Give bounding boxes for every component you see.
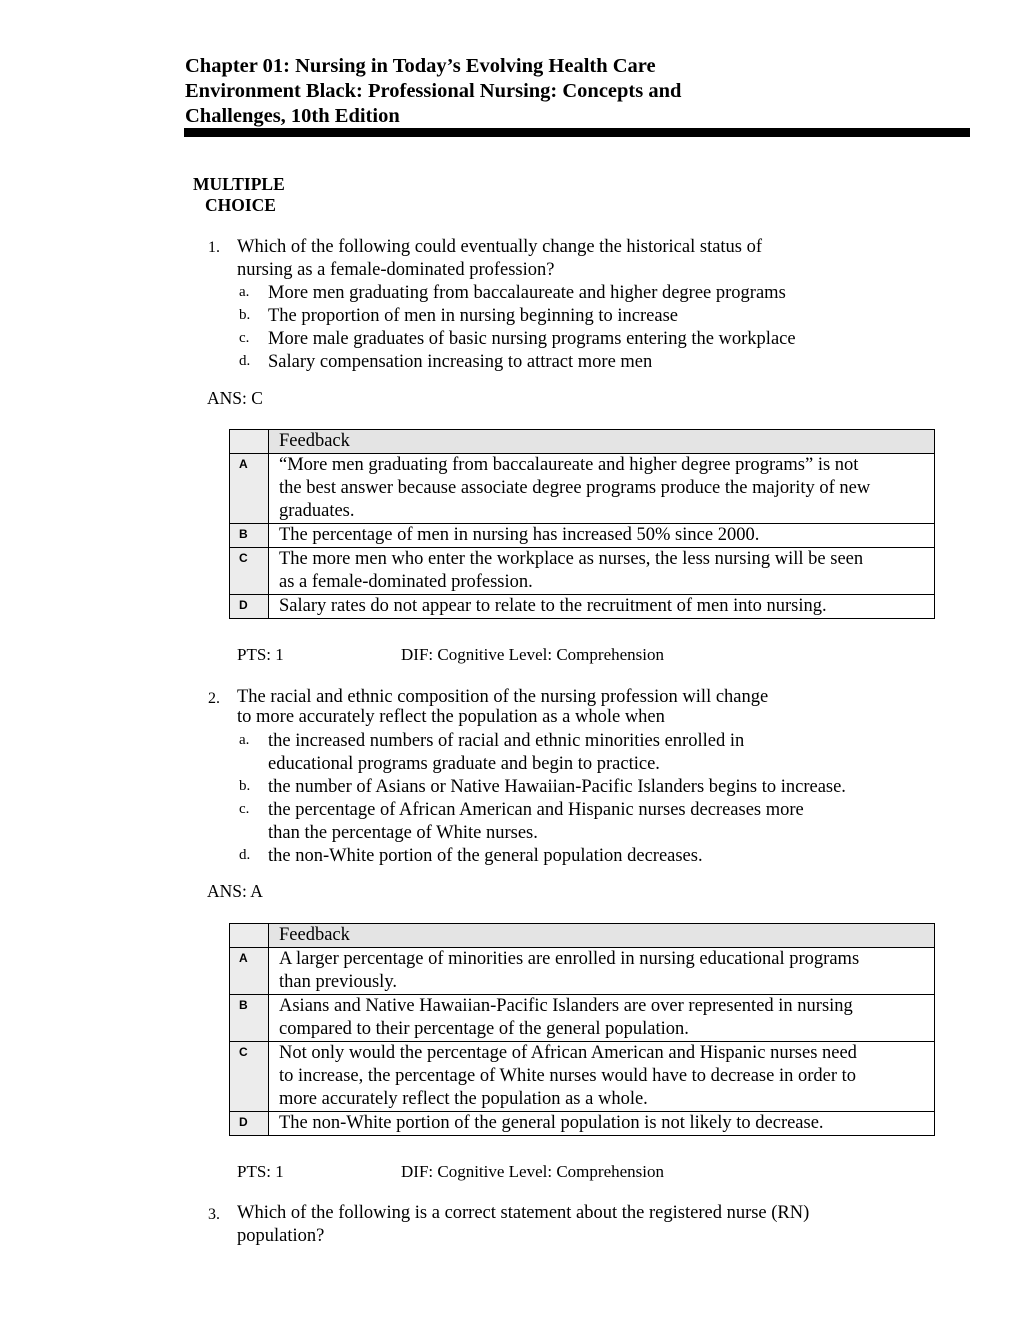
option-letter: c.	[239, 330, 250, 346]
feedback-key: C	[230, 1042, 269, 1112]
feedback-key-cell	[230, 430, 269, 454]
feedback-line: Not only would the percentage of African American and Hispanic nurses need	[279, 1043, 857, 1063]
feedback-header-row	[230, 430, 935, 454]
feedback-row	[230, 995, 935, 1042]
title-line: Challenges, 10th Edition	[185, 105, 400, 127]
stem-line: nursing as a female-dominated profession?	[237, 260, 555, 280]
feedback-row	[230, 1042, 935, 1112]
option-line: the increased numbers of racial and ethnic minorities enrolled in	[268, 731, 745, 751]
option-text: More male graduates of basic nursing programs entering the workplace	[268, 329, 796, 349]
option-text: More men graduating from baccalaureate and higher degree programs	[268, 283, 786, 303]
option-text: The proportion of men in nursing beginning to increase	[268, 306, 678, 326]
stem-line: population?	[237, 1226, 325, 1246]
option-letter: d.	[239, 847, 251, 863]
feedback-line: the best answer because associate degree programs produce the majority of new	[279, 478, 871, 498]
option-text: the non-White portion of the general population decreases.	[268, 846, 703, 866]
feedback-row	[230, 524, 935, 548]
question-stem	[237, 1202, 897, 1248]
feedback-line: “More men graduating from baccalaureate and higher degree programs” is not	[279, 455, 859, 475]
feedback-key: B	[230, 524, 269, 548]
feedback-line: graduates.	[279, 501, 355, 521]
feedback-line: as a female-dominated profession.	[279, 572, 533, 592]
feedback-line: The non-White portion of the general population is not likely to decrease.	[279, 1113, 824, 1133]
feedback-text	[269, 524, 935, 548]
points-label: PTS: 1	[237, 1162, 284, 1181]
feedback-row	[230, 454, 935, 524]
option-letter: c.	[239, 801, 250, 817]
feedback-line: to increase, the percentage of White nurses would have to decrease in order to	[279, 1066, 857, 1086]
section-heading-line: MULTIPLE	[193, 174, 285, 194]
feedback-text	[269, 1042, 935, 1112]
option-letter: a.	[239, 284, 250, 300]
feedback-key: C	[230, 548, 269, 595]
option-text	[268, 730, 908, 776]
stem-line: to more accurately reflect the population as a whole when	[237, 707, 665, 727]
feedback-header: Feedback	[269, 924, 935, 948]
feedback-line: more accurately reflect the population as a whole.	[279, 1089, 648, 1109]
feedback-row	[230, 948, 935, 995]
section-heading	[193, 174, 313, 215]
feedback-line: The percentage of men in nursing has increased 50% since 2000.	[279, 525, 760, 545]
feedback-text	[269, 548, 935, 595]
feedback-row	[230, 1112, 935, 1136]
answer-key: ANS: C	[207, 388, 263, 408]
option-letter: a.	[239, 732, 250, 748]
question-number: 2.	[208, 690, 220, 707]
feedback-line: Asians and Native Hawaiian-Pacific Islanders are over represented in nursing	[279, 996, 853, 1016]
question-number: 1.	[208, 239, 220, 256]
stem-line: The racial and ethnic composition of the nursing profession will change	[237, 687, 769, 707]
option-letter: b.	[239, 307, 251, 323]
feedback-key: B	[230, 995, 269, 1042]
feedback-header-row	[230, 924, 935, 948]
option-text	[268, 799, 908, 845]
stem-line: Which of the following could eventually change the historical status of	[237, 237, 763, 257]
feedback-text	[269, 995, 935, 1042]
feedback-key: D	[230, 1112, 269, 1136]
option-letter: b.	[239, 778, 251, 794]
option-letter: d.	[239, 353, 251, 369]
answer-key: ANS: A	[207, 881, 263, 901]
feedback-text	[269, 948, 935, 995]
feedback-key: A	[230, 454, 269, 524]
feedback-table	[229, 923, 935, 1136]
question-number: 3.	[208, 1206, 220, 1223]
difficulty-label: DIF: Cognitive Level: Comprehension	[401, 645, 664, 664]
feedback-table	[229, 429, 935, 619]
feedback-text	[269, 1112, 935, 1136]
feedback-header: Feedback	[269, 430, 935, 454]
question-stem	[237, 236, 837, 282]
stem-line: Which of the following is a correct statement about the registered nurse (RN)	[237, 1203, 810, 1223]
section-heading-line: CHOICE	[205, 194, 276, 215]
option-text: the number of Asians or Native Hawaiian-Pacific Islanders begins to increase.	[268, 777, 846, 797]
title-line: Chapter 01: Nursing in Today’s Evolving Health Care	[185, 55, 656, 77]
document-title	[185, 54, 785, 129]
title-line: Environment Black: Professional Nursing: Concepts and	[185, 80, 682, 102]
title-divider	[184, 128, 970, 137]
points-label: PTS: 1	[237, 645, 284, 664]
feedback-line: Salary rates do not appear to relate to the recruitment of men into nursing.	[279, 596, 827, 616]
question-stem	[237, 686, 837, 729]
feedback-row	[230, 548, 935, 595]
feedback-line: A larger percentage of minorities are enrolled in nursing educational programs	[279, 949, 860, 969]
feedback-text	[269, 454, 935, 524]
feedback-line: The more men who enter the workplace as nurses, the less nursing will be seen	[279, 549, 864, 569]
option-line: educational programs graduate and begin to practice.	[268, 754, 660, 774]
option-text: Salary compensation increasing to attract more men	[268, 352, 653, 372]
feedback-line: than previously.	[279, 972, 398, 992]
feedback-text	[269, 595, 935, 619]
option-line: the percentage of African American and Hispanic nurses decreases more	[268, 800, 804, 820]
feedback-row	[230, 595, 935, 619]
feedback-key-cell	[230, 924, 269, 948]
feedback-key: A	[230, 948, 269, 995]
difficulty-label: DIF: Cognitive Level: Comprehension	[401, 1162, 664, 1181]
option-line: than the percentage of White nurses.	[268, 823, 538, 843]
feedback-line: compared to their percentage of the general population.	[279, 1019, 689, 1039]
feedback-key: D	[230, 595, 269, 619]
